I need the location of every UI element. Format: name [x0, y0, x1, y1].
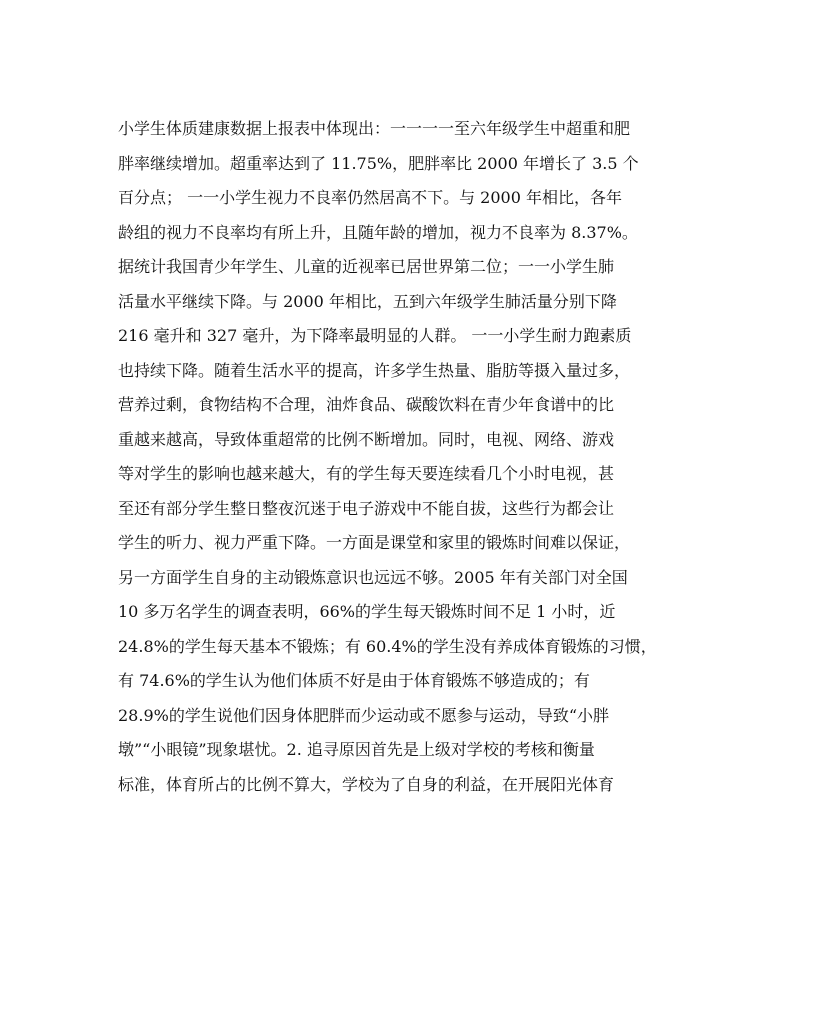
text-line: 等对学生的影响也越来越大，有的学生每天要连续看几个小时电视，甚 — [118, 464, 615, 483]
text-line: 10 多万名学生的调查表明，66%的学生每天锻炼时间不足 1 小时，近 — [118, 602, 616, 621]
text-line: 小学生体质建康数据上报表中体现出：一一一一至六年级学生中超重和肥 — [118, 119, 631, 138]
text-line: 24.8%的学生每天基本不锻炼；有 60.4%的学生没有养成体育锻炼的习惯， — [118, 636, 657, 656]
text-line: 有 74.6%的学生认为他们体质不好是由于体育锻炼不够造成的；有 — [118, 671, 590, 690]
text-line: 216 毫升和 327 毫升，为下降率最明显的人群。 一一小学生耐力跑素质 — [118, 326, 632, 345]
text-line: 标准，体育所占的比例不算大，学校为了自身的利益，在开展阳光体育 — [118, 774, 615, 794]
text-line: 墩”“小眼镜”现象堪忧。2. 追寻原因首先是上级对学校的考核和衡量 — [118, 740, 595, 759]
text-line: 也持续下降。随着生活水平的提高，许多学生热量、脂肪等摄入量过多， — [118, 360, 631, 380]
text-line: 学生的听力、视力严重下降。一方面是课堂和家里的锻炼时间难以保证， — [118, 533, 631, 552]
text-line: 据统计我国青少年学生、儿童的近视率已居世界第二位；一一小学生肺 — [118, 257, 615, 276]
text-line: 重越来越高，导致体重超常的比例不断增加。同时，电视、网络、游戏 — [118, 429, 615, 449]
text-line: 营养过剩，食物结构不合理，油炸食品、碳酸饮料在青少年食谱中的比 — [118, 395, 615, 414]
text-line: 活量水平继续下降。与 2000 年相比，五到六年级学生肺活量分别下降 — [118, 291, 617, 311]
text-line: 至还有部分学生整日整夜沉迷于电子游戏中不能自拔，这些行为都会让 — [118, 498, 615, 518]
body-text — [118, 112, 708, 802]
text-line: 胖率继续增加。超重率达到了 11.75%，肥胖率比 2000 年增长了 3.5 个 — [118, 153, 639, 173]
text-line: 另一方面学生自身的主动锻炼意识也远远不够。2005 年有关部门对全国 — [118, 567, 628, 587]
text-line: 龄组的视力不良率均有所上升，且随年龄的增加，视力不良率为 8.37%。 — [118, 222, 638, 242]
text-line: 百分点； 一一小学生视力不良率仍然居高不下。与 2000 年相比，各年 — [118, 188, 622, 207]
text-line: 28.9%的学生说他们因身体肥胖而少运动或不愿参与运动，导致“小胖 — [118, 705, 610, 725]
